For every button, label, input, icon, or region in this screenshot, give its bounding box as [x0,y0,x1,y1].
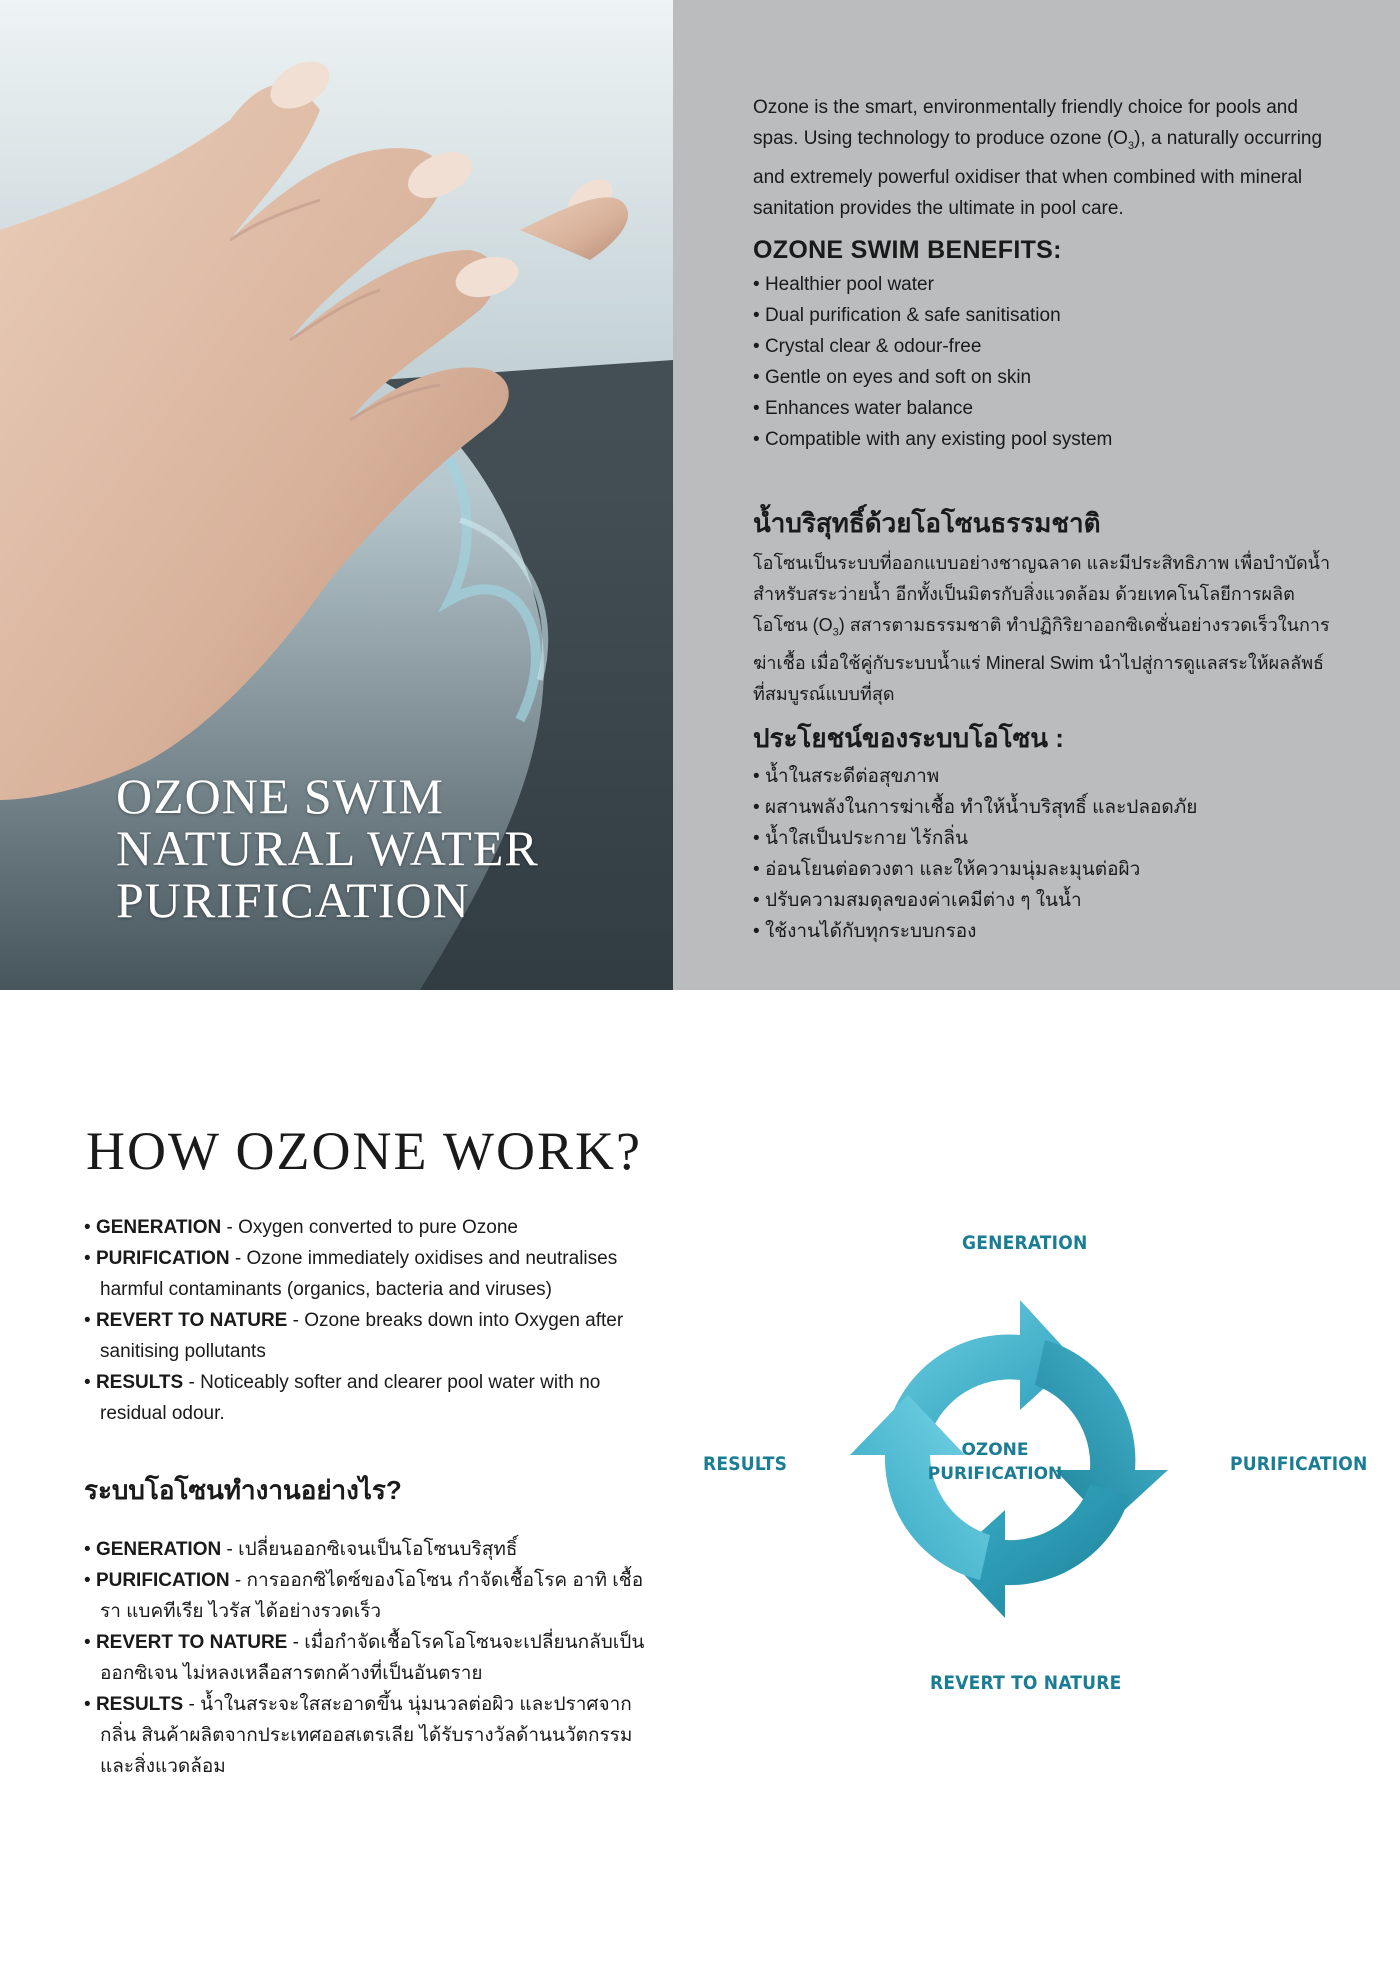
thai-benefit-item: • น้ำใสเป็นประกาย ไร้กลิ่น [753,823,1333,854]
intro-subscript: 3 [1127,139,1135,152]
step-term: REVERT TO NATURE [95,1632,288,1653]
thai-step-item [84,1689,654,1782]
cycle-label-generation: GENERATION [962,1232,1088,1254]
step-desc: - การออกซิไดซ์ของโอโซน กำจัดเชื้อโรค อาทิ เชื้อรา แบคทีเรีย ไวรัส ได้อย่างรวดเร็ว [100,1570,644,1622]
step-desc: - เปลี่ยนออกซิเจนเป็นโอโซนบริสุทธิ์ [221,1539,518,1560]
thai-step-item [84,1627,654,1689]
benefit-item: • Compatible with any existing pool system [753,424,1333,455]
step-desc: - Noticeably softer and clearer pool water with no residual odour. [100,1372,601,1424]
how-step-item [84,1212,654,1243]
step-desc: - Ozone immediately oxidises and neutralises harmful contaminants (organics, bacteria and viruses) [100,1248,618,1300]
cycle-label-revert-to-nature: REVERT TO NATURE [930,1672,1122,1694]
thai-step-item [84,1565,654,1627]
benefit-item: • Dual purification & safe sanitisation [753,300,1333,331]
step-desc: - เมื่อกำจัดเชื้อโรคโอโซนจะเปลี่ยนกลับเป็นออกซิเจน ไม่หลงเหลือสารตกค้างที่เป็นอันตราย [100,1632,645,1684]
step-desc: - Oxygen converted to pure Ozone [221,1217,518,1238]
how-steps-list [84,1212,654,1429]
cycle-center-label [920,1438,1070,1486]
how-step-item [84,1305,654,1367]
info-panel [673,0,1400,990]
benefit-item: • Gentle on eyes and soft on skin [753,362,1333,393]
hero-photo-hand-in-water [0,0,673,990]
benefit-item: • Crystal clear & odour-free [753,331,1333,362]
step-term: GENERATION [95,1217,222,1238]
step-term: REVERT TO NATURE [95,1310,288,1331]
how-step-item [84,1367,654,1429]
step-term: PURIFICATION [95,1570,230,1591]
info-panel-content [753,92,1333,947]
intro-paragraph [753,92,1333,224]
hero-title-line-1: OZONE SWIM [116,768,445,824]
thai-benefit-item: • อ่อนโยนต่อดวงตา และให้ความนุ่มละมุนต่อผิว [753,854,1333,885]
step-desc: - น้ำในสระจะใสสะอาดขึ้น นุ่มนวลต่อผิว และปราศจากกลิ่น สินค้าผลิตจากประเทศออสเตรเลีย ได้รับรางวัลด้านนวัตกรรม และสิ่งแวดล้อม [100,1694,633,1777]
thai-heading: น้ำบริสุทธิ์ด้วยโอโซนธรรมชาติ [753,507,1101,538]
thai-benefit-item: • ผสานพลังในการฆ่าเชื้อ ทำให้น้ำบริสุทธิ์ และปลอดภัย [753,792,1333,823]
benefit-item: • Healthier pool water [753,269,1333,300]
intro-text: Ozone is the smart, environmentally friendly choice for pools and spas. Using technology to produce ozone (O [753,97,1298,149]
benefits-heading: OZONE SWIM BENEFITS: [753,235,1062,264]
cycle-label-purification: PURIFICATION [1230,1453,1368,1475]
thai-text-cont: ) สสารตามธรรมชาติ ทำปฏิกิริยาออกซิเดชั่นอย่างรวดเร็วในการฆ่าเชื้อ เมื่อใช้คู่กับระบบน้ำแร่ Mineral Swim นำไปสู่การดูแลสระให้ผลลัพธ์ที่สมบูรณ์แบบที่สุด [753,614,1330,705]
thai-benefit-item: • ใช้งานได้กับทุกระบบกรอง [753,916,1333,947]
thai-benefits-heading: ประโยชน์ของระบบโอโซน : [753,723,1064,754]
thai-paragraph [753,548,1333,711]
center-label-line-2: PURIFICATION [927,1464,1063,1484]
step-term: PURIFICATION [95,1248,230,1269]
cycle-label-results: RESULTS [703,1453,788,1475]
thai-step-item [84,1534,654,1565]
step-term: RESULTS [95,1372,184,1393]
thai-benefit-item: • น้ำในสระดีต่อสุขภาพ [753,761,1333,792]
hero-title [116,770,656,926]
how-step-item [84,1243,654,1305]
thai-benefit-item: • ปรับความสมดุลของค่าเคมีต่าง ๆ ในน้ำ [753,885,1333,916]
step-term: RESULTS [95,1694,184,1715]
thai-steps-list [84,1534,654,1782]
how-ozone-title: HOW OZONE WORK? [86,1121,642,1181]
thai-how-title: ระบบโอโซนทำงานอย่างไร? [84,1475,402,1505]
ozone-cycle-diagram [690,1220,1370,1700]
benefits-list [753,269,1333,455]
hero-title-line-2: NATURAL WATER [116,820,539,876]
benefit-item: • Enhances water balance [753,393,1333,424]
step-term: GENERATION [95,1539,222,1560]
center-label-line-1: OZONE [961,1440,1029,1460]
thai-text: โอโซนเป็นระบบที่ออกแบบอย่างชาญฉลาด และมีประสิทธิภาพ เพื่อบำบัดน้ำสำหรับสระว่ายน้ำ อีกทั้งเป็นมิตรกับสิ่งแวดล้อม ด้วยเทคโนโลยีการผลิตโอโซน (O [753,552,1331,635]
intro-text-cont: ), a naturally occurring and extremely powerful oxidiser that when combined with mineral sanitation provides the ultimate in pool care. [753,128,1323,219]
thai-benefits-list [753,761,1333,947]
thai-subscript: 3 [832,626,839,639]
hero-title-line-3: PURIFICATION [116,872,470,928]
cycle-arrow-left [850,1395,990,1580]
step-desc: - Ozone breaks down into Oxygen after sanitising pollutants [100,1310,624,1362]
